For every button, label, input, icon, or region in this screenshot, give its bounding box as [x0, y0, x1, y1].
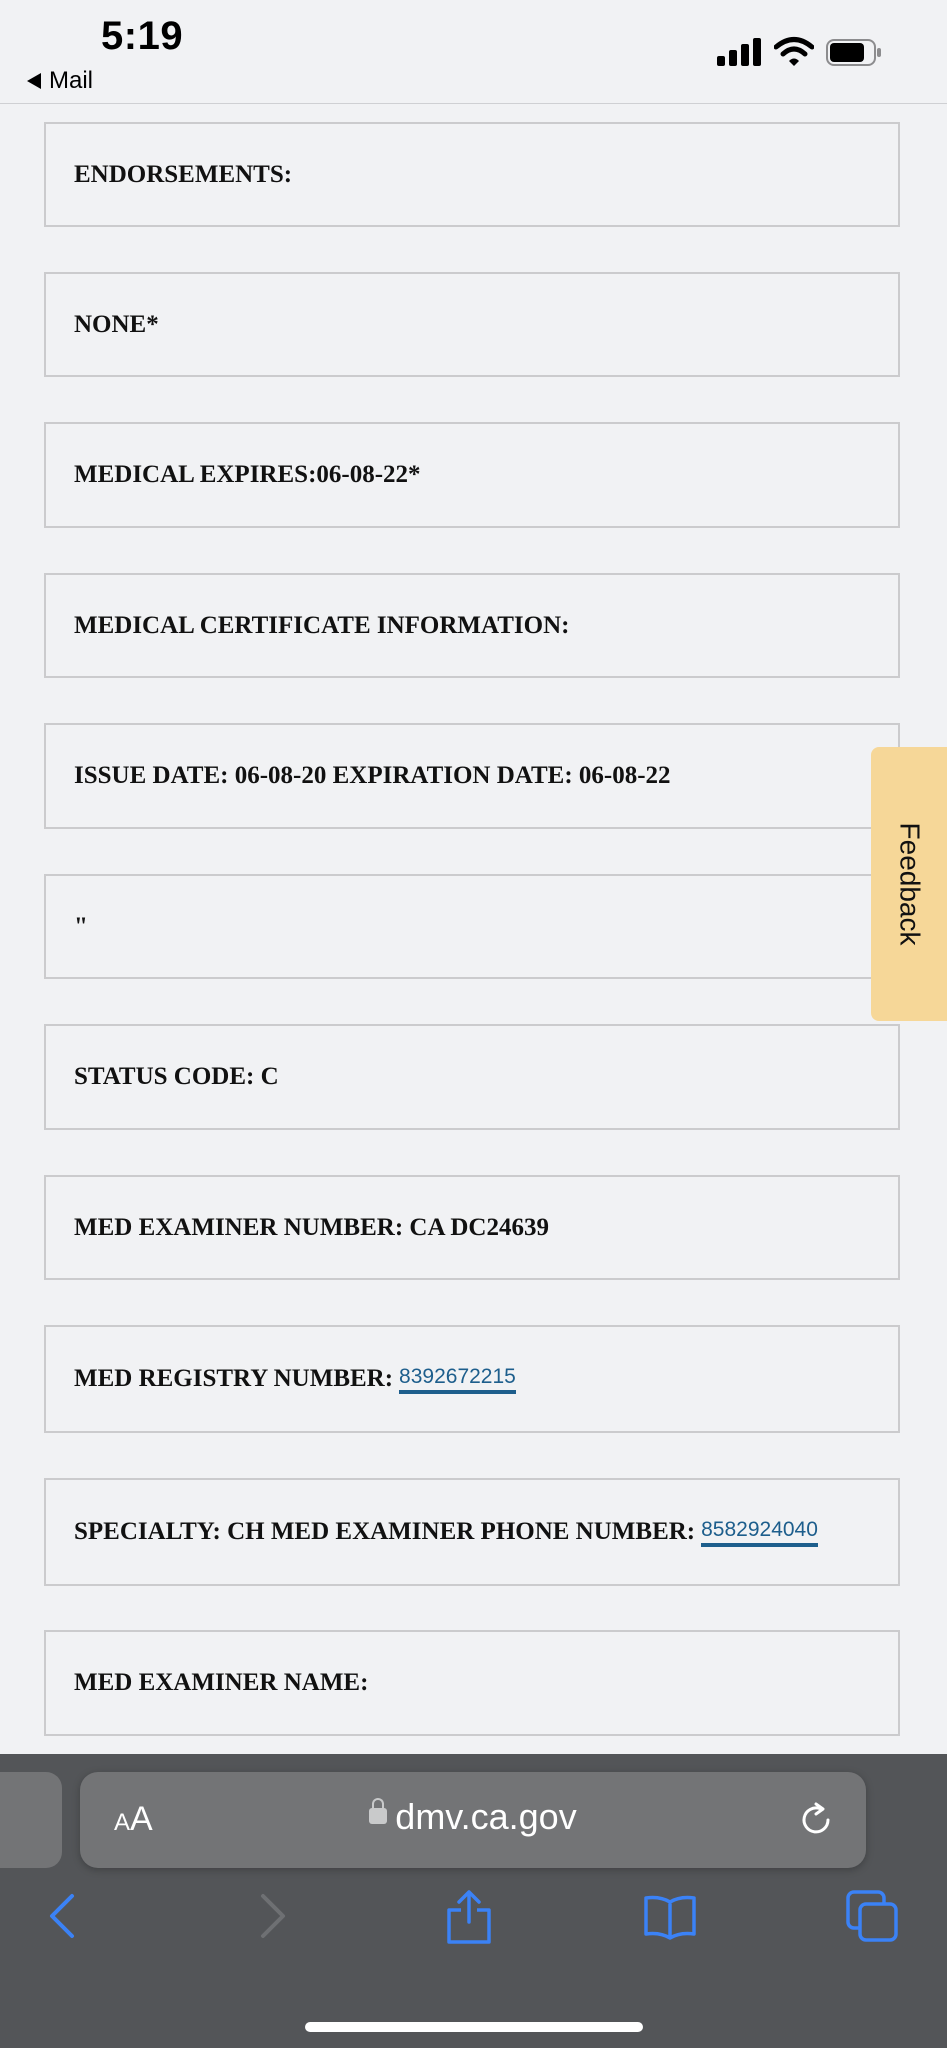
row-text: MED EXAMINER NAME: [74, 1669, 369, 1696]
row-text: ENDORSEMENTS: [74, 160, 293, 188]
row-text: STATUS CODE: C [74, 1063, 279, 1090]
row-text: MEDICAL EXPIRES:06-08-22* [74, 461, 421, 488]
record-row-med-examiner-name [44, 1630, 900, 1736]
record-row-endorsements [44, 122, 900, 227]
home-indicator[interactable] [305, 2022, 643, 2032]
previous-tab-peek[interactable] [0, 1772, 62, 1868]
row-text: ISSUE DATE: 06-08-20 EXPIRATION DATE: 06-08-22 [74, 762, 671, 789]
reload-icon[interactable] [794, 1798, 838, 1842]
url-display[interactable] [80, 1796, 866, 1838]
row-text: MEDICAL CERTIFICATE INFORMATION: [74, 611, 570, 639]
back-arrow-icon[interactable] [36, 1888, 92, 1944]
feedback-tab[interactable] [871, 747, 947, 1021]
back-triangle-icon [27, 73, 41, 89]
domain-text: dmv.ca.gov [395, 1796, 577, 1837]
tabs-icon[interactable] [844, 1888, 900, 1944]
safari-bottom-bar [0, 1754, 947, 2048]
wifi-icon [774, 36, 814, 68]
record-row-medical-expires [44, 422, 900, 528]
clock: 5:19 [101, 14, 184, 58]
examiner-phone-link[interactable]: 8582924040 [701, 1518, 818, 1547]
record-row-endorsements-value [44, 272, 900, 377]
bookmarks-icon[interactable] [642, 1888, 698, 1944]
row-text: MED EXAMINER NUMBER: CA DC24639 [74, 1213, 549, 1241]
row-text: MED REGISTRY NUMBER: [74, 1365, 394, 1392]
record-row-issue-expiration [44, 723, 900, 829]
record-row-medical-certificate [44, 573, 900, 678]
row-text: NONE* [74, 310, 159, 338]
lock-icon [369, 1808, 387, 1824]
battery-icon [826, 39, 882, 66]
record-row-specialty-phone [44, 1478, 900, 1586]
status-bar [0, 0, 947, 104]
record-row-med-examiner-number [44, 1175, 900, 1280]
row-text: SPECIALTY: CH MED EXAMINER PHONE NUMBER: [74, 1518, 696, 1545]
share-icon[interactable] [441, 1888, 497, 1944]
record-row-status-code [44, 1024, 900, 1130]
back-to-mail-button[interactable] [27, 67, 93, 95]
back-to-mail-label: Mail [49, 67, 94, 94]
record-row-med-registry-number [44, 1325, 900, 1433]
feedback-label: Feedback [894, 822, 925, 946]
cellular-signal-icon [717, 38, 761, 66]
record-row-quote [44, 874, 900, 979]
forward-arrow-icon[interactable] [243, 1888, 299, 1944]
text-size-button[interactable]: AA [114, 1800, 153, 1838]
registry-number-link[interactable]: 8392672215 [399, 1365, 516, 1394]
address-bar[interactable] [80, 1772, 866, 1868]
row-text: " [74, 912, 88, 940]
